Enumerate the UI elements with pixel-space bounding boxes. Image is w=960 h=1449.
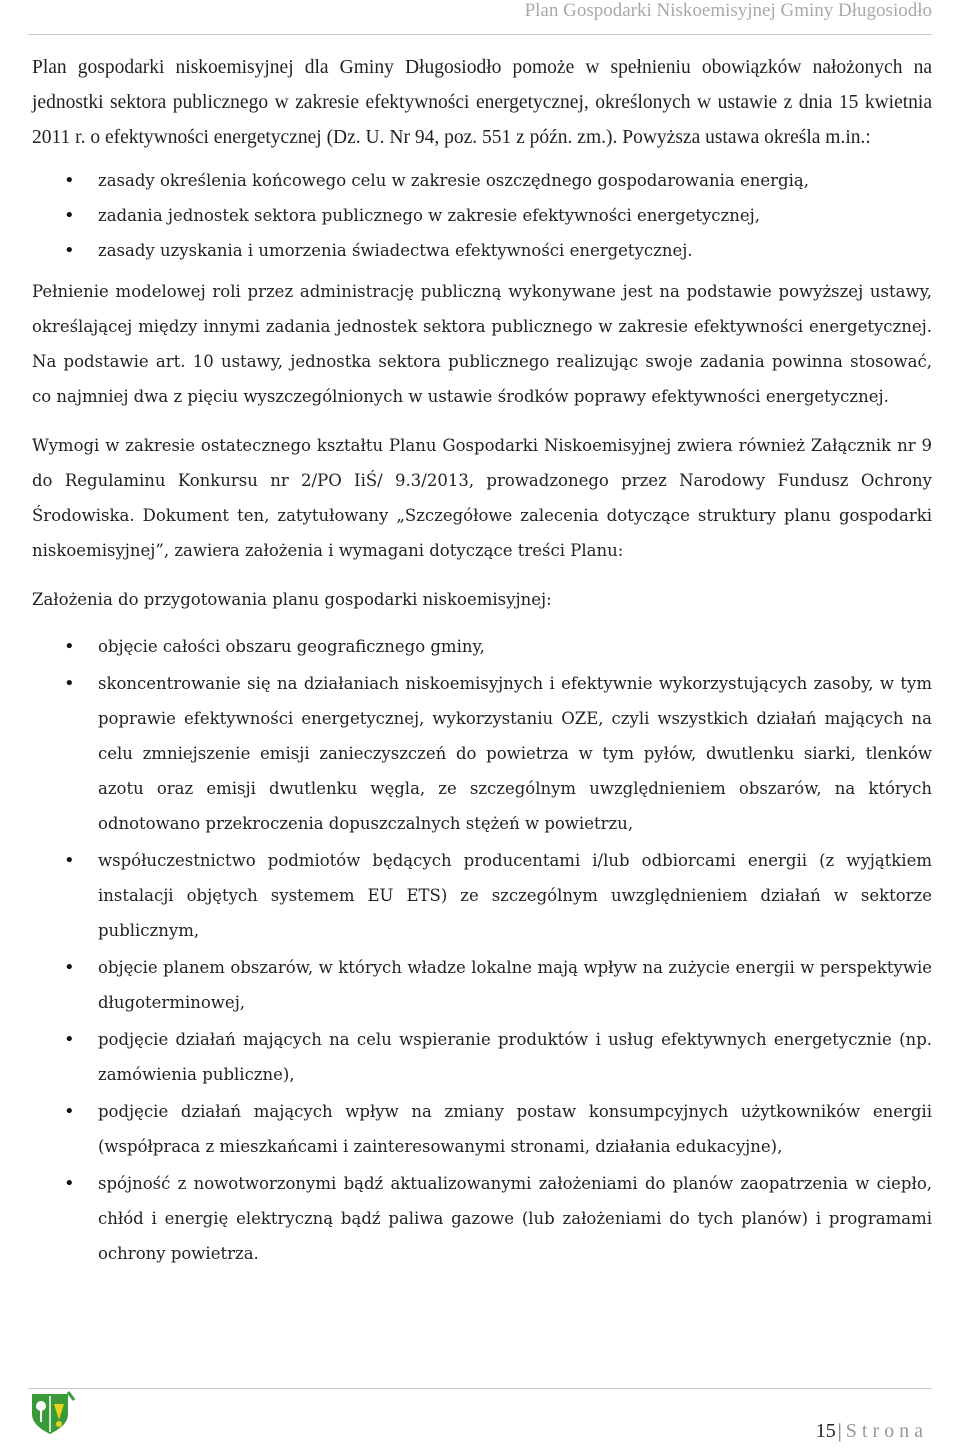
paragraph-requirements: Wymogi w zakresie ostatecznego kształtu Planu Gospodarki Niskoemisyjnej zwiera również Załącznik nr 9 do Regulaminu Konkursu nr 2/PO IiŚ/ 9.3/2013, prowadzonego przez Narodowy Fundusz Ochrony Środowiska. Dokument ten, zatytułowany „Szczegółowe zalecenia dotyczące struktury planu gospodarki niskoemisyjnej”, zawiera założenia i wymagani dotyczące treści Planu: xyxy=(32,436,932,560)
page-number-value: 15 xyxy=(815,1420,836,1442)
list-item: • objęcie planem obszarów, w których władze lokalne mają wpływ na zużycie energii w perspektywie długoterminowej, xyxy=(32,950,932,1020)
list-item: • zasady określenia końcowego celu w zakresie oszczędnego gospodarowania energią, xyxy=(32,163,932,198)
obligations-list xyxy=(32,163,932,268)
running-header: Plan Gospodarki Niskoemisyjnej Gminy Długosiodło xyxy=(524,0,932,21)
footer-divider xyxy=(28,1388,932,1389)
assumptions-list xyxy=(32,629,932,1271)
intro-paragraph: Plan gospodarki niskoemisyjnej dla Gminy Długosiodło pomoże w spełnieniu obowiązków nałożonych na jednostki sektora publicznego w zakresie efektywności energetycznej, określonych w ustawie z dnia 15 kwietnia 2011 r. o efektywności energetycznej (Dz. U. Nr 94, poz. 551 z późn. zm.). Powyższa ustawa określa m.in.: xyxy=(32,57,932,148)
municipal-coat-of-arms-icon xyxy=(28,1390,76,1436)
list-item: • zasady uzyskania i umorzenia świadectwa efektywności energetycznej. xyxy=(32,233,932,268)
list-item: • podjęcie działań mających na celu wspieranie produktów i usług efektywnych energetycznie (np. zamówienia publiczne), xyxy=(32,1022,932,1092)
page-number-separator: | xyxy=(837,1420,842,1442)
list-item: • podjęcie działań mających wpływ na zmiany postaw konsumpcyjnych użytkowników energii (współpraca z mieszkańcami i zainteresowanymi stronami, działania edukacyjne), xyxy=(32,1094,932,1164)
page-body xyxy=(32,50,932,1273)
list-item: • skoncentrowanie się na działaniach niskoemisyjnych i efektywnie wykorzystujących zasoby, w tym poprawie efektywności energetycznej, wykorzystaniu OZE, czyli wszystkich działań mających na celu zmniejszenie emisji zanieczyszczeń do powietrza w tym pyłów, dwutlenku siarki, tlenków azotu oraz emisji dwutlenku węgla, ze szczególnym uwzględnieniem obszarów, na których odnotowano przekroczenia dopuszczalnych stężeń w powietrzu, xyxy=(32,666,932,841)
header-divider xyxy=(28,34,932,35)
page-label: Strona xyxy=(845,1420,928,1442)
list-item: • spójność z nowotworzonymi bądź aktualizowanymi założeniami do planów zaopatrzenia w ciepło, chłód i energię elektryczną bądź paliwa gazowe (lub założeniami do tych planów) i programami ochrony powietrza. xyxy=(32,1166,932,1271)
page-number xyxy=(816,1420,928,1443)
assumptions-heading: Założenia do przygotowania planu gospodarki niskoemisyjnej: xyxy=(32,590,552,609)
list-item: • współuczestnictwo podmiotów będących producentami i/lub odbiorcami energii (z wyjątkiem instalacji objętych systemem EU ETS) ze szczególnym uwzględnieniem działań w sektorze publicznym, xyxy=(32,843,932,948)
paragraph-model-role: Pełnienie modelowej roli przez administrację publiczną wykonywane jest na podstawie powyższej ustawy, określającej między innymi zadania jednostek sektora publicznego w zakresie efektywności energetycznej. Na podstawie art. 10 ustawy, jednostka sektora publicznego realizując swoje zadania powinna stosować, co najmniej dwa z pięciu wyszczególnionych w ustawie środków poprawy efektywności energetycznej. xyxy=(32,282,932,406)
list-item: • objęcie całości obszaru geograficznego gminy, xyxy=(32,629,932,664)
list-item: • zadania jednostek sektora publicznego w zakresie efektywności energetycznej, xyxy=(32,198,932,233)
